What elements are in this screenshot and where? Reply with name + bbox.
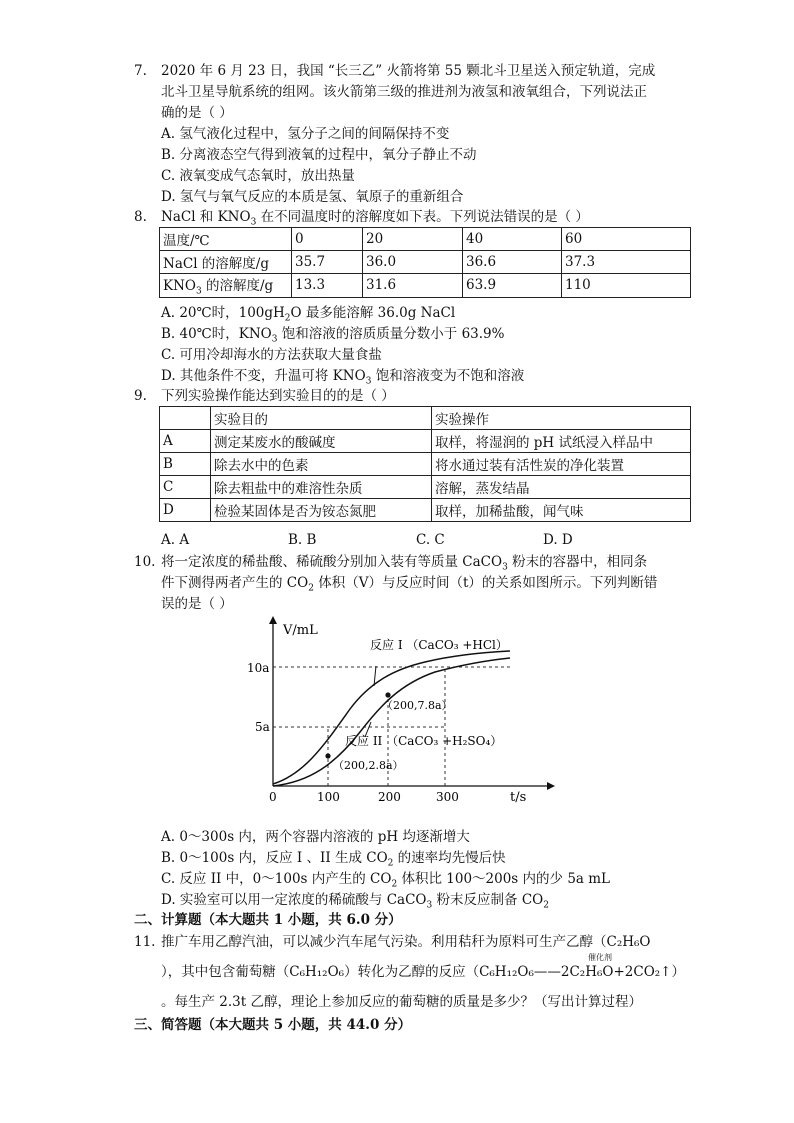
q9-option-d: D. D	[543, 532, 573, 548]
q9-number: 9.	[134, 388, 147, 404]
table-row	[160, 430, 691, 453]
q11-line2: ），其中包含葡萄糖（C₆H₁₂O₆）转化为乙醇的反应（C₆H₁₂O₆——2C₂H₆O+2CO₂↑）	[161, 964, 685, 980]
table-cell: 60	[562, 228, 691, 251]
table-cell: 20	[363, 228, 463, 251]
x-tick-100: 100	[317, 790, 340, 804]
table-row	[160, 251, 691, 274]
curve-2-label: 反应 II （CaCO₃ +H₂SO₄）	[345, 734, 503, 748]
table-cell: 110	[562, 274, 691, 298]
table-row	[160, 453, 691, 476]
table-cell: 实验操作	[432, 407, 691, 430]
table-row	[160, 228, 691, 251]
q7-stem-line3: 确的是（ ）	[161, 105, 233, 121]
q9-stem: 下列实验操作能达到实验目的的是（ ）	[161, 388, 395, 404]
q9-experiment-table	[159, 406, 691, 522]
x-tick-300: 300	[436, 790, 459, 804]
table-cell: 35.7	[292, 251, 363, 274]
q8-number: 8.	[134, 209, 147, 225]
table-cell: 36.0	[363, 251, 463, 274]
q8-option-c: C. 可用冷却海水的方法获取大量食盐	[161, 347, 382, 363]
table-cell	[160, 407, 211, 430]
q10-option-b: B. 0～100s 内，反应 I 、II 生成 $CO_2$ 的速率均先慢后快	[161, 850, 506, 869]
table-cell: 除去粗盐中的难溶性杂质	[211, 476, 432, 499]
table-cell: 将水通过装有活性炭的净化装置	[432, 453, 691, 476]
q10-stem-line1: 将一定浓度的稀盐酸、稀硫酸分别加入装有等质量 CaCO$_3$ 粉末的容器中，相同条	[161, 554, 648, 573]
x-axis-label: t/s	[510, 790, 527, 805]
q9-option-b: B. B	[288, 532, 317, 548]
table-row	[160, 499, 691, 522]
point-200-7.8a	[385, 692, 390, 697]
q9-option-a: A. A	[161, 532, 190, 548]
q10-stem-line2: 件下测得两者产生的 $CO_2$ 体积（V）与反应时间（t）的关系如图所示。下列判断错	[161, 575, 658, 594]
q7-number: 7.	[134, 63, 147, 79]
table-cell: 除去水中的色素	[211, 453, 432, 476]
q8-option-b: B. 40℃时，$KNO_3$ 饱和溶液的溶质质量分数小于 63.9%	[161, 326, 505, 345]
table-cell: 取样，将湿润的 pH 试纸浸入样品中	[432, 430, 691, 453]
q8-option-d: D. 其他条件不变，升温可将 $KNO_3$ 饱和溶液变为不饱和溶液	[161, 368, 525, 387]
origin-label: 0	[269, 790, 277, 804]
section-2-heading: 二、计算题（本大题共 1 小题，共 6.0 分）	[134, 912, 402, 928]
q11-number: 11.	[134, 934, 156, 950]
q10-number: 10.	[134, 554, 156, 570]
q7-stem-line1: 2020 年 6 月 23 日，我国 “长三乙” 火箭将第 55 颗北斗卫星送入预定轨道，完成	[161, 63, 656, 79]
q7-option-d: D. 氢气与氧气反应的本质是氢、氧原子的重新组合	[161, 189, 464, 205]
x-tick-200: 200	[378, 790, 401, 804]
q8-solubility-table	[159, 227, 691, 298]
table-cell: 测定某废水的酸碱度	[211, 430, 432, 453]
table-cell: C	[160, 476, 211, 499]
table-row	[160, 407, 691, 430]
table-cell: 40	[463, 228, 562, 251]
q10-option-a: A. 0～300s 内，两个容器内溶液的 pH 均逐渐增大	[161, 829, 470, 845]
q9-option-c: C. C	[416, 532, 445, 548]
table-cell: 溶解，蒸发结晶	[432, 476, 691, 499]
table-cell: 检验某固体是否为铵态氮肥	[211, 499, 432, 522]
table-row	[160, 274, 691, 298]
q10-option-c: C. 反应 II 中，0～100s 内产生的 $CO_2$ 体积比 100～200s 内的少 5a mL	[161, 871, 611, 890]
q7-option-b: B. 分离液态空气得到液氧的过程中，氧分子静止不动	[161, 147, 477, 163]
table-cell: B	[160, 453, 211, 476]
q7-option-a: A. 氢气液化过程中，氢分子之间的间隔保持不变	[161, 126, 450, 142]
table-cell: D	[160, 499, 211, 522]
q8-option-a: A. 20℃时，$100gH_2O$ 最多能溶解 36.0g NaCl	[161, 305, 456, 324]
table-cell: 31.6	[363, 274, 463, 298]
q10-option-d: D. 实验室可以用一定浓度的稀硫酸与 CaCO$_3$ 粉末反应制备 $CO_2$	[161, 892, 549, 911]
table-cell: NaCl 的溶解度/g	[160, 251, 292, 274]
q11-line1: 推广车用乙醇汽油，可以减少汽车尾气污染。利用秸秆为原料可生产乙醇（C₂H₆O	[161, 934, 651, 950]
point-200-2.8a	[325, 753, 330, 758]
q10-reaction-graph	[247, 614, 555, 809]
table-cell: 取样，加稀盐酸，闻气味	[432, 499, 691, 522]
table-cell: A	[160, 430, 211, 453]
table-cell: 实验目的	[211, 407, 432, 430]
table-cell: 0	[292, 228, 363, 251]
y-tick-10a: 10a	[247, 661, 270, 675]
y-axis-arrow-icon	[269, 616, 277, 624]
y-tick-5a: 5a	[255, 720, 270, 734]
section-3-heading: 三、简答题（本大题共 5 小题，共 44.0 分）	[134, 1017, 412, 1033]
table-cell: 13.3	[292, 274, 363, 298]
table-cell: 63.9	[463, 274, 562, 298]
table-cell: $KNO_3$ 的溶解度/g	[160, 274, 292, 298]
x-axis-arrow-icon	[547, 782, 555, 790]
q11-catalyst-label: 催化剂	[588, 953, 612, 962]
table-cell: 37.3	[562, 251, 691, 274]
q11-line3: 。每生产 2.3t 乙醇，理论上参加反应的葡萄糖的质量是多少？（写出计算过程）	[161, 994, 642, 1010]
table-cell: 温度/℃	[160, 228, 292, 251]
q10-stem-line3: 误的是（ ）	[161, 596, 233, 612]
curve-1-label: 反应 I （CaCO₃ +HCl）	[370, 638, 508, 652]
q8-stem: NaCl 和 $KNO_3$ 在不同温度时的溶解度如下表。下列说法错误的是（ ）	[161, 209, 589, 228]
table-cell: 36.6	[463, 251, 562, 274]
point-1-label: （200,7.8a）	[382, 699, 453, 712]
q7-stem-line2: 北斗卫星导航系统的组网。该火箭第三级的推进剂为液氢和液氧组合，下列说法正	[161, 84, 647, 100]
table-row	[160, 476, 691, 499]
y-axis-label: V/mL	[283, 623, 318, 638]
q7-option-c: C. 液氧变成气态氧时，放出热量	[161, 168, 355, 184]
point-2-label: （200,2.8a）	[333, 759, 404, 772]
